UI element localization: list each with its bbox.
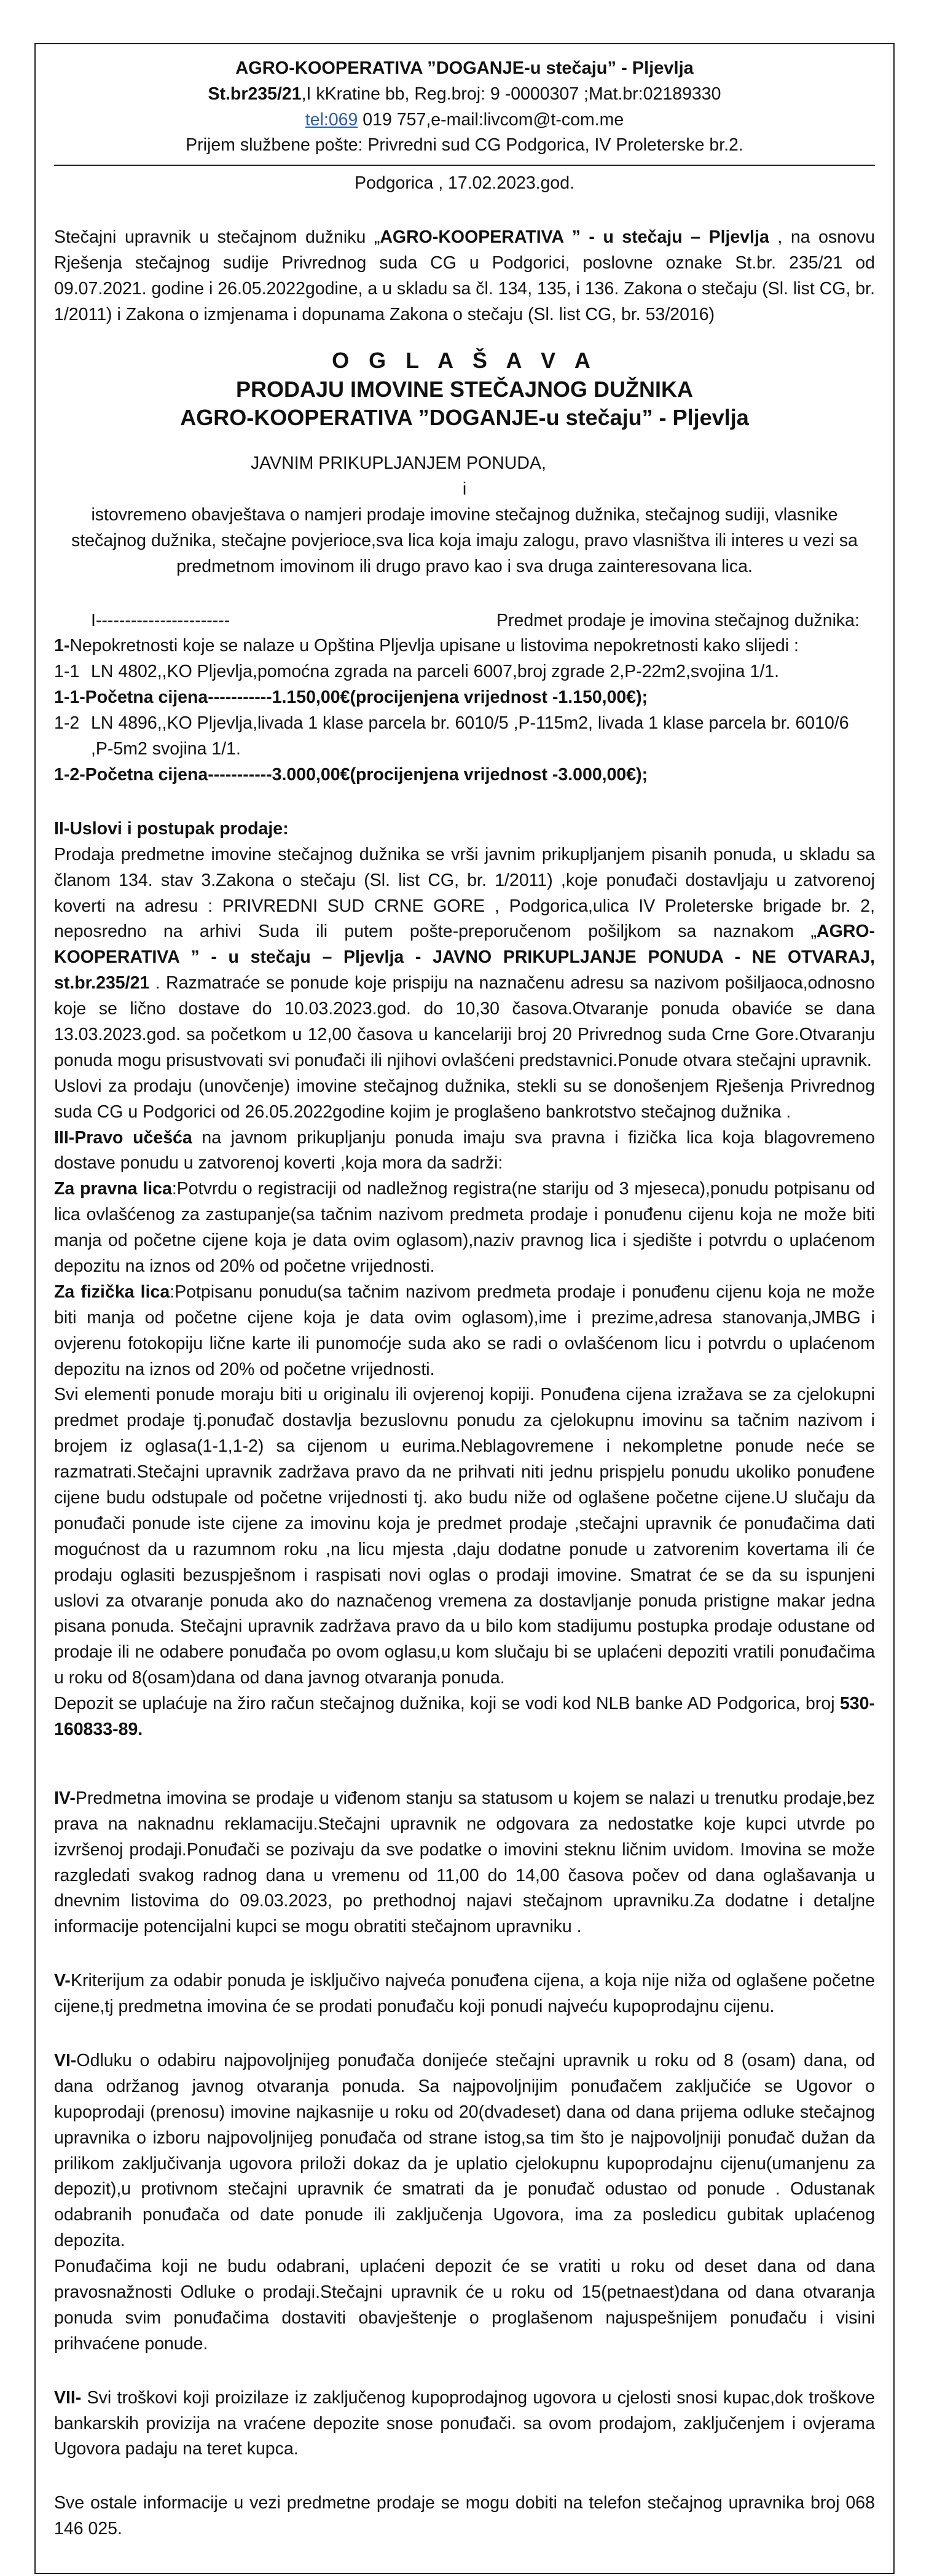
- participation-text: na javnom prikupljanju ponuda imaju sva pravna i fizička lica koja blagovremeno dostave ponudu u zatvorenoj koverti ,koja mora da sadrži:: [54, 1127, 876, 1173]
- legal-entities-paragraph: [54, 1176, 875, 1280]
- property-item-1-text: LN 4802,,KO Pljevlja,pomoćna zgrada na parceli 6007,broj zgrade 2,P-22m2,svojina 1/1.: [91, 662, 780, 682]
- method-notice: istovremeno obavještava o namjeri prodaje imovine stečajnog dužnika, stečajnog sudiji, vlasnike stečajnog dužnika, stečajne povjerioce,sva lica koja imaju zalogu, pravo vlasništva ili interes u vezi sa predmetnom imovinom ili drugo pravo kao i sva druga zainteresovana lica.: [71, 504, 858, 576]
- intro-paragraph: [54, 225, 875, 328]
- section-6: [54, 2048, 875, 2254]
- contact-line: [54, 108, 875, 133]
- section-2-heading: II-Uslovi i postupak prodaje:: [54, 818, 289, 839]
- case-number: St.br235/21: [208, 84, 302, 104]
- registration-details: ,I kKratine bb, Reg.broj: 9 -0000307 ;Mat.br:02189330: [301, 84, 721, 104]
- deposit-text: Depozit se uplaćuje na žiro račun stečajnog dužnika, koji se vodi kod NLB banke AD Podgorica, broj: [54, 1694, 840, 1714]
- footer-contact: Sve ostale informacije u vezi predmetne prodaje se mogu dobiti na telefon stečajnog upravnika broj 068 146 025.: [54, 2493, 875, 2539]
- natural-persons-paragraph: [54, 1280, 875, 1383]
- header-divider: [54, 165, 875, 166]
- method-block: [54, 451, 875, 579]
- section-1-intro-num: 1-: [54, 636, 70, 656]
- property-item-1-price: 1-1-Početna cijena-----------1.150,00€(procijenjena vrijednost -1.150,00€);: [54, 687, 648, 708]
- participation-heading: III-Pravo učešća: [54, 1127, 192, 1148]
- section-7-number: VII-: [54, 2387, 82, 2408]
- section-6-number: VI-: [54, 2051, 77, 2071]
- title-announces: O G L A Š A V A: [332, 347, 597, 373]
- sale-procedure-paragraph: [54, 842, 875, 1074]
- method-and: i: [462, 479, 467, 499]
- date-line: Podgorica , 17.02.2023.god.: [354, 173, 575, 194]
- section-1-heading: [54, 608, 875, 634]
- bank-account-number: 530-160833-89.: [54, 1694, 875, 1739]
- envelope-label: AGRO-KOOPERATIVA ” - u stečaju – Pljevlja - JAVNO PRIKUPLJANJE PONUDA - NE OTVARAJ, st.br.235/21: [54, 922, 875, 993]
- section-4: [54, 1786, 875, 1940]
- section-1-marker: I-----------------------: [91, 610, 230, 630]
- sale-procedure-text-1: Prodaja predmetne imovine stečajnog dužnika se vrši javnim prikupljanjem pisanih ponuda, u skladu sa članom 134. stav 3.Zakona o stečaju (Sl. list CG, br. 1/2011) ,koje ponuđači dostavljaju u zatvorenoj koverti na adresu : PRIVREDNI SUD CRNE GORE , Podgorica,ulica IV Proleterske brigade br. 2, neposredno na arhivi Suda ili putem pošte-preporučenom pošiljkom sa naznakom „: [54, 844, 875, 942]
- deposit-paragraph: [54, 1691, 875, 1743]
- section-1-intro-text: Nepokretnosti koje se nalaze u Opština Pljevlja upisane u listovima nepokretnosti kako slijedi :: [69, 636, 799, 656]
- section-2: [54, 816, 875, 1743]
- section-5-number: V-: [54, 1971, 71, 1991]
- natural-persons-text: :Potpisanu ponudu(sa tačnim nazivom predmeta prodaje i ponuđenu cijenu koja ne može biti manja od početne cijene koja je data ovim oglasom),ime i prezime,adresa stanovanja,JMBG i ovjerenu fotokopiju lične karte ili punomoćje suda ako se radi o ovlašćenom licu i potvrdu o uplaćenom depozitu na iznos od 20% od početne vrijednosti.: [54, 1282, 875, 1379]
- natural-persons-heading: Za fizička lica: [54, 1282, 170, 1302]
- section-4-number: IV-: [54, 1788, 76, 1808]
- sale-conditions-paragraph: Uslovi za prodaju (unovčenje) imovine stečajnog dužnika, stekli su se donošenjem Rješenja Privrednog suda CG u Podgorici od 26.05.2022godine kojim je proglašeno bankrotstvo stečajnog dužnika .: [54, 1076, 875, 1122]
- section-5: [54, 1968, 875, 2020]
- section-5-text: Kriterijum za odabir ponuda je isključivo najveća ponuđena cijena, a koja nije niža od oglašene početne cijene,tj predmetna imovina će se prodati ponuđaču koji ponudi najveću kupoprodajnu cijenu.: [54, 1971, 875, 2017]
- notice-title: [54, 346, 875, 433]
- section-7-text: Svi troškovi koji proizilaze iz zaključenog kupoprodajnog ugovora u cjelosti snosi kupac,dok troškove bankarskih provizija na vraćene depozite snose ponuđači. sa ovom prodajom, zaključenjem i ovjerama Ugovora padaju na teret kupca.: [54, 2387, 875, 2459]
- contact-details: 019 757,e-mail:livcom@t-com.me: [358, 109, 624, 130]
- section-7: [54, 2386, 875, 2463]
- legal-entities-heading: Za pravna lica: [54, 1179, 172, 1199]
- title-sale: PRODAJU IMOVINE STEČAJNOG DUŽNIKA: [235, 376, 694, 402]
- property-item-1-num: 1-1: [54, 662, 80, 682]
- title-debtor: AGRO-KOOPERATIVA ”DOGANJE-u stečaju” - Pljevlja: [180, 405, 749, 431]
- company-name: AGRO-KOOPERATIVA ”DOGANJE-u stečaju” - Pljevlja: [235, 58, 694, 78]
- property-item-1: [54, 659, 875, 685]
- legal-entities-text: :Potvrdu o registraciji od nadležnog registra(ne stariju od 3 mjeseca),ponudu potpisanu od lica ovlašćenog za zastupanje(sa tačnim nazivom predmeta prodaje i ponuđenu cijenu koja ne može biti manja od početne cijene koja je data ovim oglasom),naziv pravnog lica i sjedište i potvrdu o uplaćenom depozitu na iznos od 20% od početne vrijednosti.: [54, 1179, 875, 1276]
- notice-frame: [34, 43, 895, 2574]
- property-item-2-text: LN 4896,,KO Pljevlja,livada 1 klase parcela br. 6010/5 ,P-115m2, livada 1 klase parcela br. 6010/6 ,P-5m2 svojina 1/1.: [91, 713, 849, 759]
- section-4-text: Predmetna imovina se prodaje u viđenom stanju sa statusom u kojem se nalazi u trenutku prodaje,bez prava na naknadnu reklamaciju.Stečajni upravnik ne odgovara za nedostatke koje kupci utvrde po izvršenoj prodaji.Ponuđači se pozivaju da sve podatke o imovini steknu ličnim uvidom. Imovina se može razgledati svakog radnog dana u vremenu od 11,00 do 14,00 časova počev od dana oglašavanja u dnevnim listovima do 09.03.2023, po prethodnoj najavi stečajnom upravniku.Za dodatne i detaljne informacije potencijalni kupci se mogu obratiti stečajnom upravniku .: [54, 1788, 875, 1937]
- section-6-refund: Ponuđačima koji ne budu odabrani, uplaćeni depozit će se vratiti u roku od deset dana od dana pravosnažnosti Odluke o prodaji.Stečajni upravnik će u roku od 15(petnaest)dana od dana otvaranja ponuda svim ponuđačima dostaviti obavještenje o proglašenom najuspešnijem ponuđaču i visini prihvaćene ponude.: [54, 2257, 875, 2354]
- phone-link[interactable]: tel:069: [305, 109, 358, 130]
- intro-text-2: , na osnovu Rješenja stečajnog sudije Privrednog suda CG u Podgorici, poslovne oznake St.br. 235/21 od 09.07.2021. godine i 26.05.2022godine, a u skladu sa čl. 134, 135, i 136. Zakona o stečaju (Sl. list CG, br. 1/2011) i Zakona o izmjenama i dopunama Zakona o stečaju (Sl. list CG, br. 53/2016): [54, 227, 875, 324]
- sale-procedure-text-2: . Razmatraće se ponude koje prispiju na naznačenu adresu sa nazivom pošiljaoca,odnosno koje se lično dostave do 10.03.2023.god. do 10,30 časova.Otvaranje ponuda obaviće se dana 13.03.2023.god. sa početkom u 12,00 časova u kancelariji broj 20 Privrednog suda Crne Gore.Otvaranju ponuda mogu prisustvovati svi ponuđači ili njihovi ovlašćeni predstavnici.Ponude otvara stečajni upravnik.: [54, 973, 875, 1070]
- intro-text-1: Stečajni upravnik u stečajnom dužniku „: [54, 227, 380, 248]
- intro-debtor-name: AGRO-KOOPERATIVA ” - u stečaju – Pljevlja: [380, 227, 769, 248]
- mail-reception-line: Prijem službene pošte: Privredni sud CG Podgorica, IV Proleterske br.2.: [186, 135, 743, 155]
- property-item-2: [54, 711, 875, 762]
- section-6-text: Odluku o odabiru najpovoljnijeg ponuđača donijeće stečajni upravnik u roku od 8 (osam) dana, od dana održanog javnog otvaranja ponuda. Sa najpovoljnijim ponuđačem zaključiće se Ugovor o kupoprodaji (prenosu) imovine najkasnije u roku od 20(dvadeset) dana od dana prijema odluke stečajnog upravnika o izboru najpovoljnijeg ponuđača od strane istog,sa tim što je najpovoljniji ponuđač dužan da prilikom zaključivanja ugovora priloži dokaz da je uplatio cjelokupnu kupoprodajnu cijenu(umanjenu za depozit),u protivnom stečajni upravnik će smatrati da je ponuđač odustao od ponude . Odustanak odabranih ponuđača od date ponude ili zaključenja Ugovora, ima za posledicu gubitak uplaćenog depozita.: [54, 2051, 875, 2251]
- method-title: JAVNIM PRIKUPLJANJEM PONUDA,: [251, 453, 546, 474]
- section-1: [54, 608, 875, 788]
- participation-paragraph: [54, 1126, 875, 1177]
- property-item-2-price: 1-2-Početna cijena-----------3.000,00€(procijenjena vrijednost -3.000,00€);: [54, 764, 648, 785]
- offer-rules-paragraph: Svi elementi ponude moraju biti u originalu ili ovjerenoj kopiji. Ponuđena cijena izražava se za cjelokupni predmet prodaje tj.ponuđač dostavlja bezuslovnu ponudu za cjelokupnu imovinu sa tačnim nazivom i brojem iz oglasa(1-1,1-2) sa cijenom u eurima.Neblagovremene i nekompletne ponude neće se razmatrati.Stečajni upravnik zadržava pravo da ne prihvati niti jednu prispjelu ponudu ukoliko ponuđene cijene budu odstupale od početne vrijednosti tj. ako budu niže od oglašene početne cijene.U slučaju da ponuđači ponude iste cijene za imovinu koja je predmet prodaje ,stečajni upravnik će ponuđačima dati mogućnost da u razumnom roku ,na licu mjesta ,daju dodatne ponude u zatvorenim kovertama ili će prodaju oglasiti bezuspješnom i raspisati novi oglas o prodaji imovine. Smatrat će se da su ispunjeni uslovi za otvaranje ponuda ako do naznačenog vremena za dostavljanje ponuda pristigne makar jedna pisana ponuda. Stečajni upravnik zadržava pravo da u bilo kom stadijumu postupka prodaje odustane od prodaje ili ne odabere ponuđača po ovom oglasu,u kom slučaju bi se uplaćeni depoziti vratili ponuđačima u roku od 8(osam)dana od dana javnog otvaranja ponuda.: [54, 1385, 875, 1688]
- registration-line: [54, 82, 875, 108]
- property-item-2-num: 1-2: [54, 713, 80, 734]
- section-1-intro: [54, 633, 875, 659]
- section-1-title: Predmet prodaje je imovina stečajnog dužnika:: [496, 610, 860, 630]
- letterhead: [54, 55, 875, 159]
